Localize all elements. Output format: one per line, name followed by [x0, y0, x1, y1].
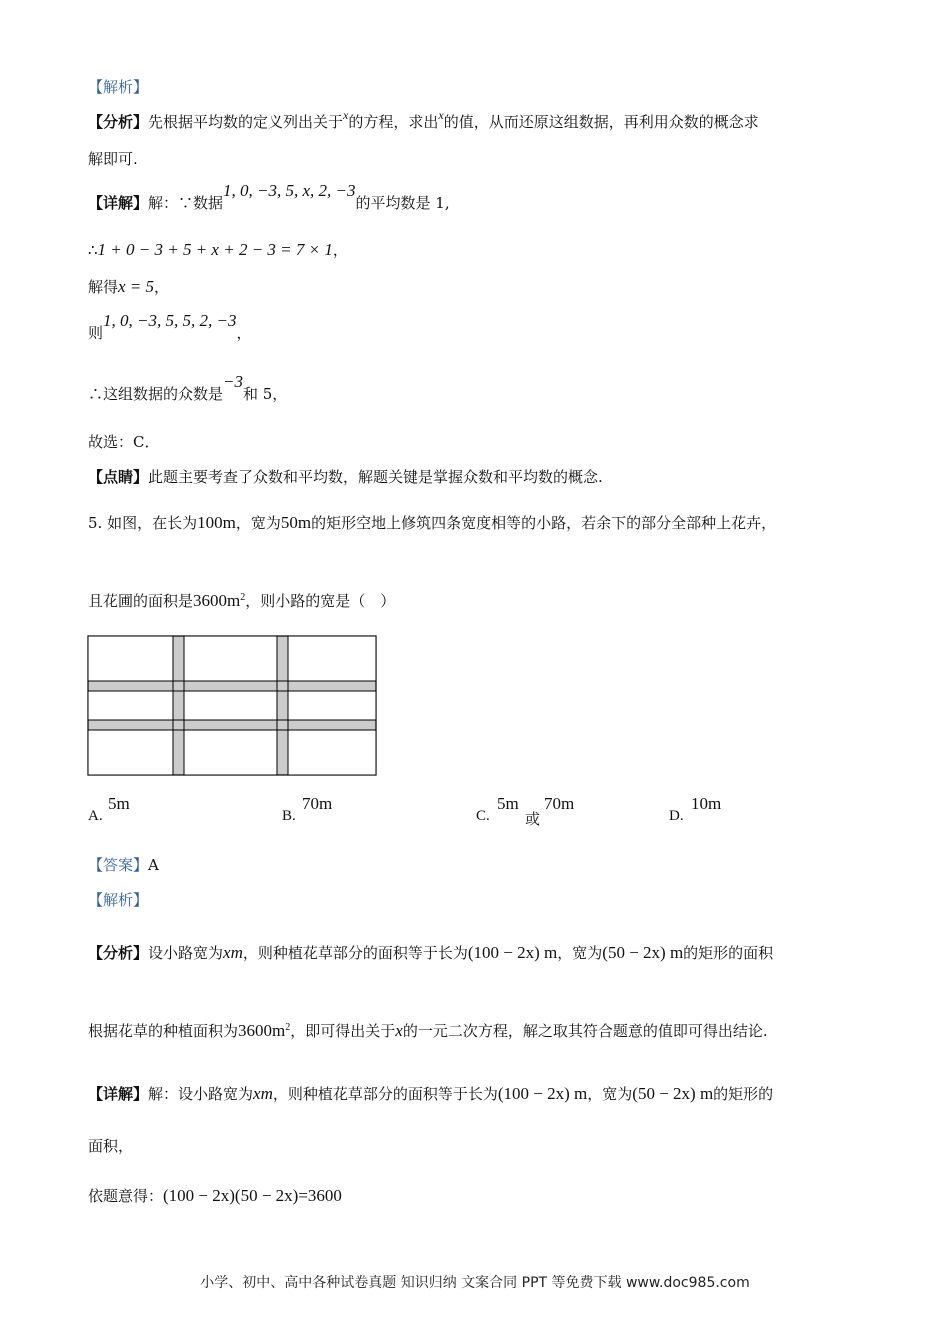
analysis2-text-6: ，即可得出关于 [290, 1022, 396, 1040]
variable-x: x [438, 108, 444, 122]
detail-line-2 [88, 240, 348, 260]
detail2-text-1: 解：设小路宽为 [148, 1085, 254, 1103]
question-5-line-1 [88, 513, 776, 533]
option-a-letter: A. [88, 808, 103, 824]
punctuation: ， [236, 324, 252, 342]
solve-prefix: 解得 [88, 278, 119, 296]
q5-width: 50m [280, 513, 312, 532]
option-c-letter: C. [476, 808, 490, 824]
therefore-symbol: ∴ [88, 241, 98, 259]
road-vertical-right [277, 636, 288, 775]
answer-line [88, 855, 159, 875]
option-c-or: 或 [525, 810, 541, 828]
q5-tail: 的矩形空地上修筑四条宽度相等的小路，若余下的部分全部种上花卉， [311, 514, 777, 532]
analysis-label: 【分析】 [88, 113, 149, 131]
analysis2-text-2: ，则种植花草部分的面积等于长为 [242, 944, 468, 962]
detail2-text-3: ，宽为 [587, 1085, 633, 1103]
q5-area: 3600m [193, 591, 241, 610]
option-b-letter: B. [282, 808, 296, 824]
option-c-value-2: 70m [544, 794, 575, 813]
detail-after: 的平均数是 1, [355, 194, 450, 212]
option-b-value: 70m [302, 794, 333, 813]
data-set: 1, 0, −3, 5, x, 2, −3 [223, 181, 356, 200]
analysis2-text-4: 的矩形的面积 [683, 944, 774, 962]
then-prefix: 则 [88, 324, 104, 342]
analysis2-text-7: 的一元二次方程，解之取其符合题意的值即可得出结论. [402, 1022, 768, 1040]
detail-line-1 [88, 181, 450, 213]
punctuation: ， [332, 241, 348, 259]
option-a-value: 5m [108, 794, 130, 813]
q5-area-sup: 2 [240, 592, 246, 603]
detail2-eq-prefix: 依题意得： [88, 1187, 164, 1205]
mode-suffix: 和 5， [243, 385, 288, 403]
q5-prefix: 5. 如图，在长为 [88, 514, 198, 532]
detail-line-3 [88, 277, 169, 297]
road-vertical-left [173, 636, 184, 775]
detail2-line-3 [88, 1186, 342, 1206]
section-tag-jiexi-2: 【解析】 [88, 891, 149, 909]
section-tag-jiexi: 【解析】 [88, 78, 149, 96]
analysis-line-2: 解即可. [88, 150, 138, 168]
road-width-xm: xm [253, 1084, 273, 1103]
detail2-text-4: 的矩形的 [713, 1085, 774, 1103]
analysis2-label: 【分析】 [88, 944, 149, 962]
plant-area: 3600m [238, 1021, 286, 1040]
flower-plots [88, 636, 376, 775]
dianjing-label: 【点睛】 [88, 468, 149, 486]
q5-mid: ，宽为 [235, 514, 281, 532]
answer-label: 【答案】 [88, 856, 149, 874]
road-horizontal-bottom [88, 720, 376, 730]
option-d-letter: D. [669, 808, 684, 824]
detail-label: 【详解】 [88, 194, 149, 212]
answer-value: A [148, 856, 159, 874]
analysis2-line-2 [88, 1018, 768, 1041]
road-horizontal-top [88, 681, 376, 691]
plant-area-sup: 2 [285, 1022, 291, 1033]
analysis2-text-1: 设小路宽为 [148, 944, 224, 962]
width-expression: (50 − 2x) m [632, 1084, 714, 1103]
garden-road-figure [87, 635, 379, 777]
detail-line-5 [88, 372, 288, 404]
analysis-text-1: 先根据平均数的定义列出关于 [148, 113, 344, 131]
length-expression: (100 − 2x) m [467, 943, 558, 962]
road-width-xm: xm [223, 943, 243, 962]
solution-x: x = 5 [118, 277, 155, 296]
q5-length: 100m [197, 513, 236, 532]
page-footer: 小学、初中、高中各种试卷真题 知识归纳 文案合同 PPT 等免费下载 www.doc985.com [200, 1275, 750, 1291]
data-set-restored: 1, 0, −3, 5, 5, 2, −3 [103, 311, 237, 330]
equation-sum: 1 + 0 − 3 + 5 + x + 2 − 3 = 7 × 1 [97, 240, 333, 259]
analysis2-text-5: 根据花草的种植面积为 [88, 1022, 239, 1040]
detail-line-4 [88, 311, 252, 343]
detail-choice: 故选：C． [88, 433, 160, 451]
mode-prefix: ∴这组数据的众数是 [88, 385, 224, 403]
variable-x: x [395, 1021, 403, 1040]
analysis2-text-3: ，宽为 [557, 944, 603, 962]
dianjing-text: 此题主要考查了众数和平均数，解题关键是掌握众数和平均数的概念. [148, 468, 603, 486]
analysis-text-3: 的值，从而还原这组数据，再利用众数的概念求 [443, 113, 759, 131]
option-c-value-1: 5m [497, 794, 519, 813]
mode-value: −3 [223, 372, 243, 391]
analysis-text-2: 的方程，求出 [348, 113, 439, 131]
detail2-text-2: ，则种植花草部分的面积等于长为 [272, 1085, 498, 1103]
question-5-line-2 [88, 588, 395, 611]
dianjing-line [88, 467, 603, 487]
q5-line2-tail: ，则小路的宽是（ ） [245, 592, 396, 610]
analysis2-line-1 [88, 943, 773, 963]
punctuation: ， [154, 278, 170, 296]
variable-x: x [343, 108, 349, 122]
q5-line2-prefix: 且花圃的面积是 [88, 592, 194, 610]
analysis-line-1 [88, 108, 759, 133]
detail2-line-2: 面积， [88, 1137, 134, 1155]
detail2-label: 【详解】 [88, 1085, 149, 1103]
detail2-line-1 [88, 1084, 773, 1104]
width-expression: (50 − 2x) m [602, 943, 684, 962]
length-expression: (100 − 2x) m [497, 1084, 588, 1103]
option-d-value: 10m [691, 794, 722, 813]
detail-intro: 解：∵数据 [148, 194, 224, 212]
quadratic-equation: (100 − 2x)(50 − 2x)=3600 [163, 1186, 342, 1205]
